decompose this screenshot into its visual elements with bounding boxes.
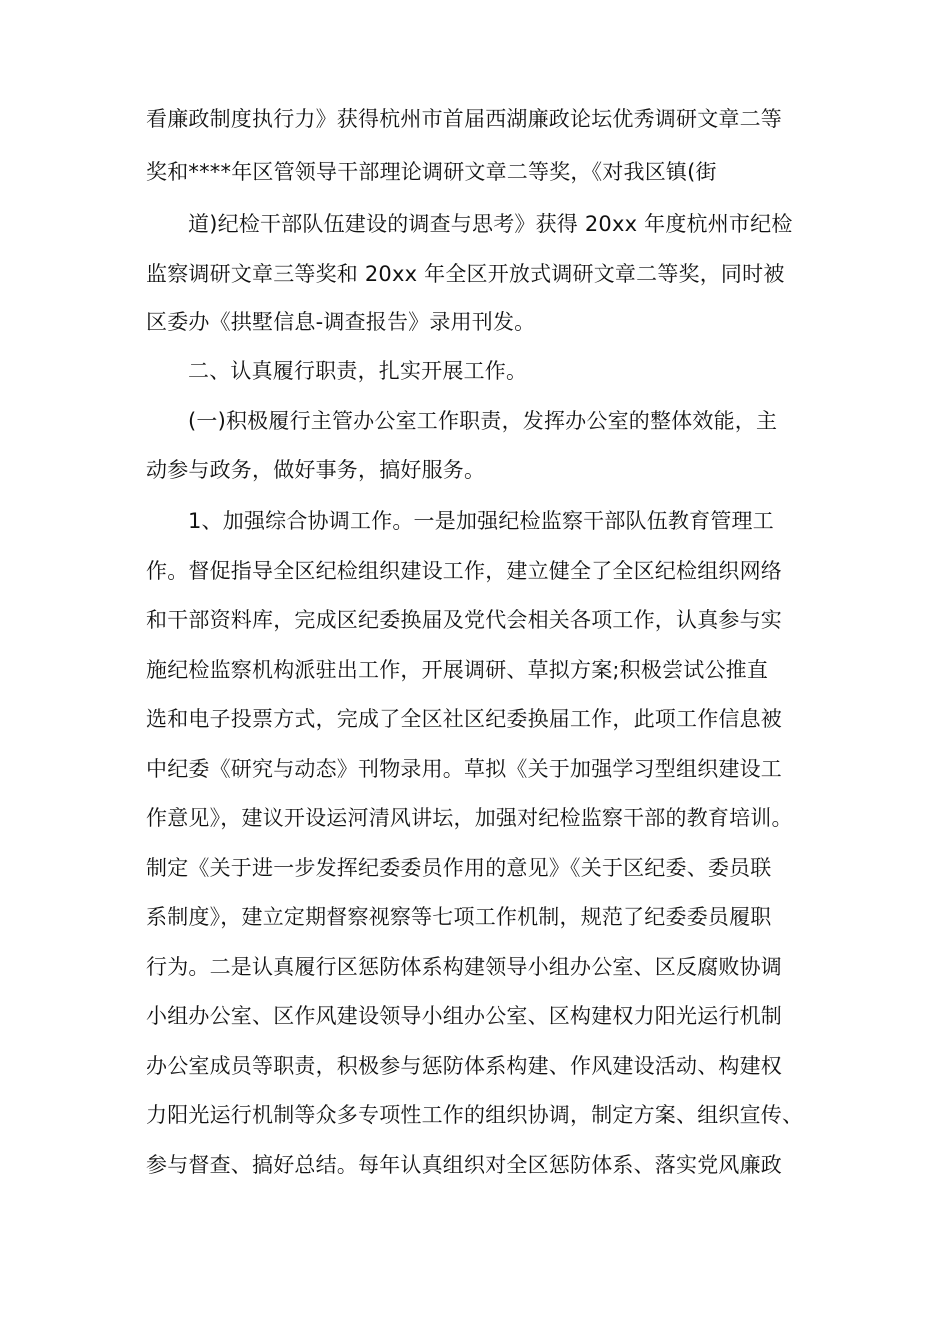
body-text-line: 系制度》，建立定期督察视察等七项工作机制，规范了纪委委员履职 (146, 905, 772, 929)
body-text-line: 奖和****年区管领导干部理论调研文章二等奖，《对我区镇(街 (146, 160, 717, 184)
body-text-line: 办公室成员等职责，积极参与惩防体系构建、作风建设活动、构建权 (146, 1054, 782, 1078)
body-text-line: 作。督促指导全区纪检组织建设工作，建立健全了全区纪检组织网络 (146, 559, 782, 583)
body-text-line: 小组办公室、区作风建设领导小组办公室、区构建权力阳光运行机制 (146, 1004, 782, 1028)
body-text-line: 制定《关于进一步发挥纪委委员作用的意见》《关于区纪委、委员联 (146, 856, 772, 880)
body-text-line: 中纪委《研究与动态》刊物录用。草拟《关于加强学习型组织建设工 (146, 757, 782, 781)
body-text-line: 参与督查、搞好总结。每年认真组织对全区惩防体系、落实党风廉政 (146, 1153, 782, 1177)
body-text-line: 力阳光运行机制等众多专项性工作的组织协调，制定方案、组织宣传、 (146, 1103, 804, 1127)
body-text-line: 动参与政务，做好事务，搞好服务。 (146, 458, 486, 482)
body-text-line: 区委办《拱墅信息-调查报告》录用刊发。 (146, 310, 536, 334)
body-text-line: 施纪检监察机构派驻出工作，开展调研、草拟方案;积极尝试公推直 (146, 658, 769, 682)
body-text-line: 道)纪检干部队伍建设的调查与思考》获得 20xx 年度杭州市纪检 (188, 212, 793, 236)
body-text-line: 看廉政制度执行力》获得杭州市首届西湖廉政论坛优秀调研文章二等 (146, 107, 782, 131)
body-text-line: 作意见》，建议开设运河清风讲坛，加强对纪检监察干部的教育培训。 (146, 806, 793, 830)
subsection-heading: (一)积极履行主管办公室工作职责，发挥办公室的整体效能，主 (188, 409, 778, 433)
section-heading: 二、认真履行职责，扎实开展工作。 (188, 359, 528, 383)
body-text-line: 选和电子投票方式，完成了全区社区纪委换届工作，此项工作信息被 (146, 707, 782, 731)
body-text-line: 监察调研文章三等奖和 20xx 年全区开放式调研文章二等奖，同时被 (146, 262, 785, 286)
body-text-line: 和干部资料库，完成区纪委换届及党代会相关各项工作，认真参与实 (146, 608, 782, 632)
body-text-line: 1、加强综合协调工作。一是加强纪检监察干部队伍教育管理工 (188, 509, 774, 533)
body-text-line: 行为。二是认真履行区惩防体系构建领导小组办公室、区反腐败协调 (146, 955, 782, 979)
